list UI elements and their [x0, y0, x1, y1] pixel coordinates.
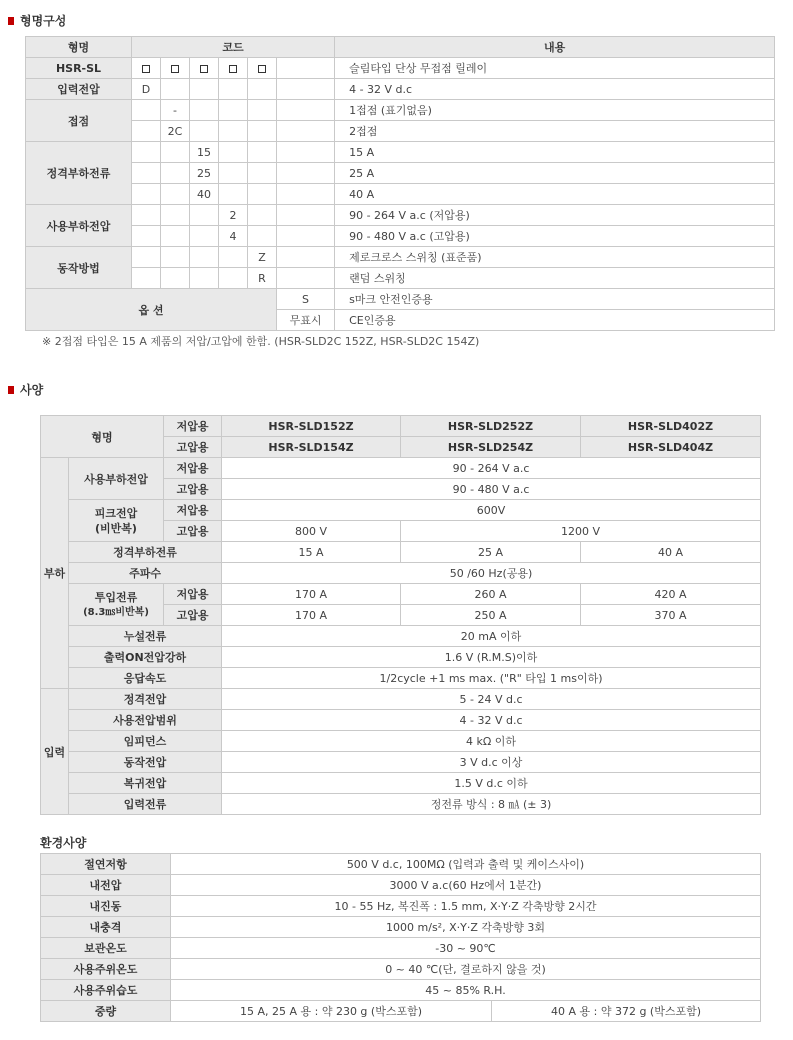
table-row — [41, 668, 761, 689]
frequency-label: 주파수 — [69, 563, 222, 584]
table-row — [41, 626, 761, 647]
checkbox-square-icon — [258, 65, 266, 73]
load-voltage-label: 사용부하전압 — [69, 458, 164, 500]
current-code: 15 — [190, 142, 219, 163]
checkbox-square-icon — [171, 65, 179, 73]
inrush-low-value: 260 A — [401, 584, 581, 605]
weight-value-b: 40 A 용 : 약 372 g (박스포함) — [492, 1001, 761, 1022]
current-content: 15 A — [335, 142, 775, 163]
rated-current-value: 25 A — [401, 542, 581, 563]
table-row — [41, 896, 761, 917]
low-label: 저압용 — [164, 416, 222, 437]
input-range-value: 4 - 32 V d.c — [222, 710, 761, 731]
voltage-code: 2 — [219, 205, 248, 226]
model-name: HSR-SLD404Z — [581, 437, 761, 458]
checkbox-square-icon — [229, 65, 237, 73]
option-content: CE인증용 — [335, 310, 775, 331]
input-current-label: 입력전류 — [69, 794, 222, 815]
table-row — [26, 37, 775, 58]
table-row — [26, 205, 775, 226]
weight-value-a: 15 A, 25 A 용 : 약 230 g (박스포함) — [171, 1001, 492, 1022]
release-voltage-label: 복귀전압 — [69, 773, 222, 794]
table-row — [26, 289, 775, 310]
header-code: 코드 — [132, 37, 335, 58]
option-code: 무표시 — [277, 310, 335, 331]
table-row — [41, 938, 761, 959]
table-row — [41, 1001, 761, 1022]
high-label: 고압용 — [164, 521, 222, 542]
high-label: 고압용 — [164, 605, 222, 626]
table-row — [26, 100, 775, 121]
model-name: HSR-SLD402Z — [581, 416, 761, 437]
method-code: R — [248, 268, 277, 289]
rated-input-label: 정격전압 — [69, 689, 222, 710]
model-name: HSR-SLD154Z — [222, 437, 401, 458]
input-group-label: 입력 — [41, 689, 69, 815]
peak-voltage-high-b: 1200 V — [401, 521, 761, 542]
voltage-content: 90 - 264 V a.c (저압용) — [335, 205, 775, 226]
operate-voltage-value: 3 V d.c 이상 — [222, 752, 761, 773]
table-row — [26, 268, 775, 289]
table-row — [41, 710, 761, 731]
on-drop-label: 출력ON전압강하 — [69, 647, 222, 668]
method-content: 제로크로스 스위칭 (표준품) — [335, 247, 775, 268]
env-value: -30 ~ 90℃ — [171, 938, 761, 959]
current-label: 정격부하전류 — [26, 142, 132, 205]
section-title-text: 사양 — [20, 383, 44, 397]
section-bullet-icon — [8, 386, 14, 394]
code-box — [248, 58, 277, 79]
contact-label: 접점 — [26, 100, 132, 142]
option-code: S — [277, 289, 335, 310]
table-row — [41, 416, 761, 437]
code-box — [132, 58, 161, 79]
table-row — [41, 980, 761, 1001]
section-title-model — [8, 12, 66, 29]
input-code: D — [132, 79, 161, 100]
table-row — [41, 959, 761, 980]
method-code: Z — [248, 247, 277, 268]
table-row — [41, 794, 761, 815]
env-label: 사용주위온도 — [41, 959, 171, 980]
table-row — [41, 773, 761, 794]
table-row — [41, 647, 761, 668]
peak-voltage-label-2: (비반복) — [95, 521, 137, 535]
checkbox-square-icon — [142, 65, 150, 73]
load-group-label: 부하 — [41, 458, 69, 689]
series-label: HSR-SL — [26, 58, 132, 79]
voltage-label: 사용부하전압 — [26, 205, 132, 247]
peak-voltage-label-1: 피크전압 — [94, 506, 138, 520]
inrush-label-1: 투입전류 — [94, 590, 138, 604]
table-row — [41, 689, 761, 710]
input-current-value: 정전류 방식 : 8 ㎃ (± 3) — [222, 794, 761, 815]
env-label: 내진동 — [41, 896, 171, 917]
spec-table — [40, 415, 761, 815]
high-label: 고압용 — [164, 437, 222, 458]
peak-voltage-label — [69, 500, 164, 542]
code-box — [190, 58, 219, 79]
table-row — [26, 247, 775, 268]
input-label: 입력전압 — [26, 79, 132, 100]
method-label: 동작방법 — [26, 247, 132, 289]
response-label: 응답속도 — [69, 668, 222, 689]
rated-current-value: 40 A — [581, 542, 761, 563]
option-content: s마크 안전인증용 — [335, 289, 775, 310]
env-value: 500 V d.c, 100MΩ (입력과 출력 및 케이스사이) — [171, 854, 761, 875]
rated-current-label: 정격부하전류 — [69, 542, 222, 563]
low-label: 저압용 — [164, 584, 222, 605]
table-row — [26, 142, 775, 163]
model-note: ※ 2접점 타입은 15 A 제품의 저압/고압에 한함. (HSR-SLD2C 152Z, HSR-SLD2C 154Z) — [42, 335, 480, 348]
header-model: 형명 — [26, 37, 132, 58]
inrush-high-value: 370 A — [581, 605, 761, 626]
operate-voltage-label: 동작전압 — [69, 752, 222, 773]
section-bullet-icon — [8, 17, 14, 25]
table-row — [41, 917, 761, 938]
impedance-value: 4 kΩ 이하 — [222, 731, 761, 752]
header-content: 내용 — [335, 37, 775, 58]
table-row — [26, 58, 775, 79]
frequency-value: 50 /60 Hz(공용) — [222, 563, 761, 584]
inrush-label — [69, 584, 164, 626]
table-row — [26, 226, 775, 247]
contact-content: 1접점 (표기없음) — [335, 100, 775, 121]
model-name: HSR-SLD254Z — [401, 437, 581, 458]
current-code: 25 — [190, 163, 219, 184]
inrush-high-value: 170 A — [222, 605, 401, 626]
table-row — [41, 458, 761, 479]
table-row — [41, 731, 761, 752]
leakage-label: 누설전류 — [69, 626, 222, 647]
section-title-text: 형명구성 — [20, 14, 67, 28]
section-title-environment: 환경사양 — [40, 836, 87, 850]
input-range-label: 사용전압범위 — [69, 710, 222, 731]
spec-model-label: 형명 — [41, 416, 164, 458]
table-row — [41, 752, 761, 773]
current-content: 25 A — [335, 163, 775, 184]
table-row — [41, 854, 761, 875]
voltage-code: 4 — [219, 226, 248, 247]
peak-voltage-low: 600V — [222, 500, 761, 521]
peak-voltage-high-a: 800 V — [222, 521, 401, 542]
env-value: 1000 m/s², X·Y·Z 각축방향 3회 — [171, 917, 761, 938]
environment-table — [40, 853, 761, 1022]
env-value: 3000 V a.c(60 Hz에서 1분간) — [171, 875, 761, 896]
table-row — [41, 584, 761, 605]
inrush-high-value: 250 A — [401, 605, 581, 626]
rated-input-value: 5 - 24 V d.c — [222, 689, 761, 710]
load-voltage-high: 90 - 480 V a.c — [222, 479, 761, 500]
method-content: 랜덤 스위칭 — [335, 268, 775, 289]
release-voltage-value: 1.5 V d.c 이하 — [222, 773, 761, 794]
env-label: 보관온도 — [41, 938, 171, 959]
model-name: HSR-SLD252Z — [401, 416, 581, 437]
option-label: 옵 션 — [26, 289, 277, 331]
table-row — [41, 563, 761, 584]
impedance-label: 임피던스 — [69, 731, 222, 752]
inrush-low-value: 420 A — [581, 584, 761, 605]
input-content: 4 - 32 V d.c — [335, 79, 775, 100]
weight-label: 중량 — [41, 1001, 171, 1022]
high-label: 고압용 — [164, 479, 222, 500]
table-row — [26, 163, 775, 184]
table-row — [26, 184, 775, 205]
section-title-spec — [8, 381, 43, 398]
code-box — [219, 58, 248, 79]
current-code: 40 — [190, 184, 219, 205]
on-drop-value: 1.6 V (R.M.S)이하 — [222, 647, 761, 668]
series-content: 슬림타입 단상 무접점 릴레이 — [335, 58, 775, 79]
table-row — [41, 875, 761, 896]
model-composition-table — [25, 36, 775, 331]
table-row — [26, 79, 775, 100]
inrush-low-value: 170 A — [222, 584, 401, 605]
table-row — [26, 121, 775, 142]
leakage-value: 20 mA 이하 — [222, 626, 761, 647]
env-label: 내충격 — [41, 917, 171, 938]
env-value: 0 ~ 40 ℃(단, 결로하지 않을 것) — [171, 959, 761, 980]
contact-code: 2C — [161, 121, 190, 142]
current-content: 40 A — [335, 184, 775, 205]
inrush-label-2: (8.3㎳비반복) — [83, 606, 149, 618]
low-label: 저압용 — [164, 500, 222, 521]
low-label: 저압용 — [164, 458, 222, 479]
checkbox-square-icon — [200, 65, 208, 73]
env-label: 절연저항 — [41, 854, 171, 875]
env-label: 사용주위습도 — [41, 980, 171, 1001]
contact-content: 2접점 — [335, 121, 775, 142]
response-value: 1/2cycle +1 ms max. ("R" 타입 1 ms이하) — [222, 668, 761, 689]
voltage-content: 90 - 480 V a.c (고압용) — [335, 226, 775, 247]
table-row — [41, 500, 761, 521]
env-value: 45 ~ 85% R.H. — [171, 980, 761, 1001]
model-name: HSR-SLD152Z — [222, 416, 401, 437]
load-voltage-low: 90 - 264 V a.c — [222, 458, 761, 479]
table-row — [41, 542, 761, 563]
code-box — [161, 58, 190, 79]
env-label: 내전압 — [41, 875, 171, 896]
env-value: 10 - 55 Hz, 복진폭 : 1.5 mm, X·Y·Z 각축방향 2시간 — [171, 896, 761, 917]
rated-current-value: 15 A — [222, 542, 401, 563]
contact-code: - — [161, 100, 190, 121]
